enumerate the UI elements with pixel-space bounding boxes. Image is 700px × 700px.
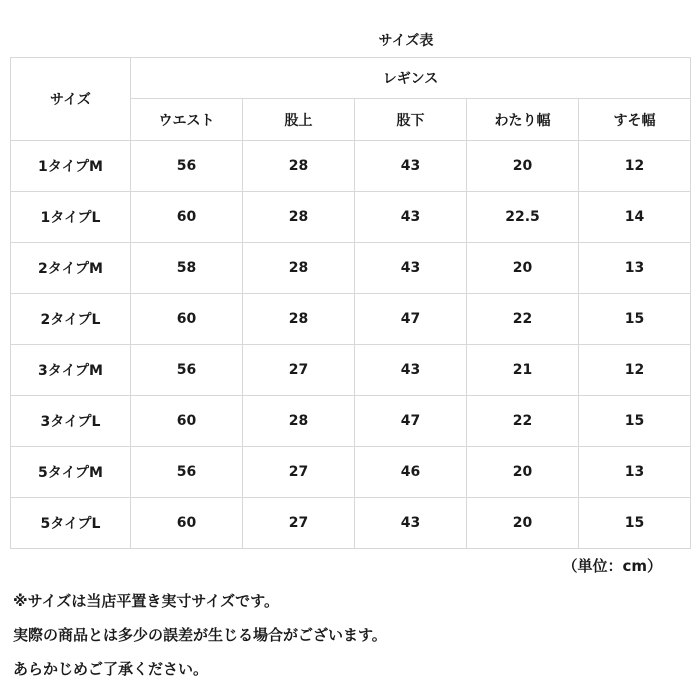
rise-cell: 28	[243, 192, 355, 243]
hem-width-cell: 15	[579, 294, 691, 345]
size-label-cell: 1タイプM	[11, 141, 131, 192]
waist-cell: 56	[131, 345, 243, 396]
size-label-cell: 2タイプM	[11, 243, 131, 294]
hem-width-cell: 14	[579, 192, 691, 243]
hem-width-cell: 15	[579, 498, 691, 549]
rise-cell: 28	[243, 396, 355, 447]
thigh-width-cell: 22	[467, 396, 579, 447]
table-row	[11, 498, 691, 549]
rise-cell: 27	[243, 345, 355, 396]
thigh-width-cell: 20	[467, 498, 579, 549]
rise-cell: 28	[243, 294, 355, 345]
inseam-cell: 43	[355, 192, 467, 243]
thigh-width-cell: 20	[467, 447, 579, 498]
waist-cell: 56	[131, 141, 243, 192]
inseam-cell: 43	[355, 243, 467, 294]
table-row	[11, 141, 691, 192]
column-header-inseam: 股下	[355, 99, 467, 141]
size-label-cell: 5タイプM	[11, 447, 131, 498]
note-line: あらかじめご了承ください。	[13, 660, 209, 678]
thigh-width-cell: 22.5	[467, 192, 579, 243]
note-line: ※サイズは当店平置き実寸サイズです。	[13, 592, 279, 610]
waist-cell: 58	[131, 243, 243, 294]
inseam-cell: 46	[355, 447, 467, 498]
inseam-cell: 47	[355, 396, 467, 447]
column-header-thigh-width: わたり幅	[467, 99, 579, 141]
waist-cell: 60	[131, 294, 243, 345]
rise-cell: 28	[243, 141, 355, 192]
hem-width-cell: 13	[579, 243, 691, 294]
table-row	[11, 243, 691, 294]
rise-cell: 27	[243, 447, 355, 498]
rise-cell: 27	[243, 498, 355, 549]
table-row	[11, 447, 691, 498]
size-column-header: サイズ	[11, 58, 131, 141]
waist-cell: 60	[131, 396, 243, 447]
column-header-waist: ウエスト	[131, 99, 243, 141]
hem-width-cell: 13	[579, 447, 691, 498]
table-row	[11, 294, 691, 345]
table-row	[11, 345, 691, 396]
waist-cell: 60	[131, 192, 243, 243]
thigh-width-cell: 21	[467, 345, 579, 396]
table-row	[11, 396, 691, 447]
table-header-row	[11, 58, 691, 99]
size-label-cell: 5タイプL	[11, 498, 131, 549]
hem-width-cell: 15	[579, 396, 691, 447]
table-title: サイズ表	[378, 33, 434, 49]
thigh-width-cell: 22	[467, 294, 579, 345]
rise-cell: 28	[243, 243, 355, 294]
size-label-cell: 1タイプL	[11, 192, 131, 243]
waist-cell: 56	[131, 447, 243, 498]
hem-width-cell: 12	[579, 345, 691, 396]
table-row	[11, 192, 691, 243]
hem-width-cell: 12	[579, 141, 691, 192]
unit-note: （単位：cm）	[562, 557, 662, 575]
column-header-hem-width: すそ幅	[579, 99, 691, 141]
thigh-width-cell: 20	[467, 243, 579, 294]
inseam-cell: 43	[355, 345, 467, 396]
thigh-width-cell: 20	[467, 141, 579, 192]
size-table	[10, 57, 691, 549]
size-label-cell: 2タイプL	[11, 294, 131, 345]
waist-cell: 60	[131, 498, 243, 549]
size-label-cell: 3タイプL	[11, 396, 131, 447]
size-label-cell: 3タイプM	[11, 345, 131, 396]
leggings-group-header: レギンス	[131, 58, 691, 99]
inseam-cell: 47	[355, 294, 467, 345]
inseam-cell: 43	[355, 141, 467, 192]
column-header-rise: 股上	[243, 99, 355, 141]
inseam-cell: 43	[355, 498, 467, 549]
note-line: 実際の商品とは多少の誤差が生じる場合がございます。	[13, 626, 387, 644]
